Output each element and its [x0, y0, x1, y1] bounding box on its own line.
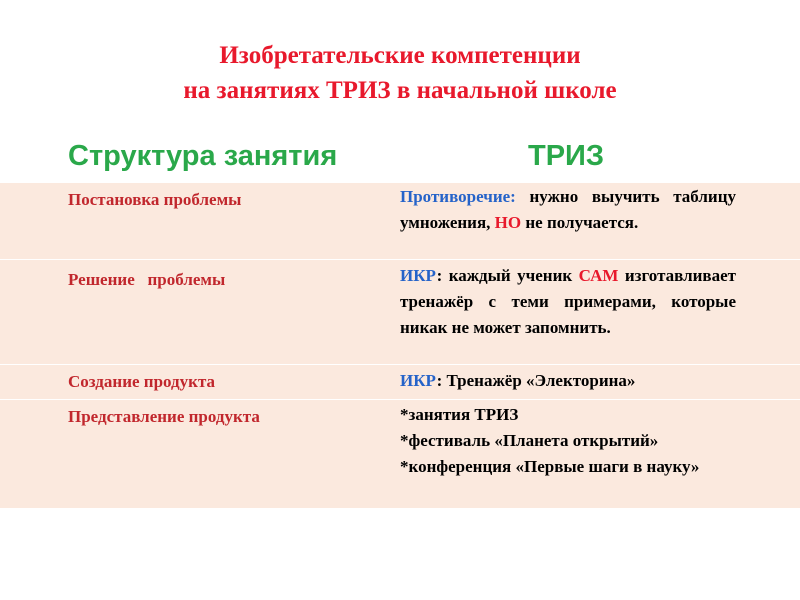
cell-label: ИКР [400, 371, 437, 390]
stage-problem-solution: Решение проблемы [68, 270, 226, 289]
cell-text: : каждый ученик [436, 266, 579, 285]
cell-highlight: НО [494, 213, 522, 232]
triz-cell-presentation [400, 402, 720, 480]
cell-text: изготавливает тренажёр с теми примерами, которые никак не может запомнить. [400, 266, 736, 337]
triz-cell-product [400, 368, 736, 394]
stage-product-creation: Создание продукта [68, 372, 215, 391]
column-header-triz: ТРИЗ [528, 140, 605, 172]
column-header-structure: Структура занятия [68, 140, 338, 172]
triz-cell-ideal-result [400, 263, 736, 341]
stage-product-presentation: Представление продукта [68, 407, 260, 426]
cell-label: ИКР [400, 266, 437, 285]
presentation-item: *конференция «Первые шаги в науку» [400, 457, 700, 476]
cell-text: : Тренажёр «Электорина» [436, 371, 636, 390]
cell-label: Противоречие: [400, 187, 516, 206]
cell-text: не получается. [521, 213, 639, 232]
presentation-item: *занятия ТРИЗ [400, 405, 519, 424]
stage-problem-statement: Постановка проблемы [68, 190, 242, 209]
title-line-1: Изобретательские компетенции [219, 42, 581, 69]
title-line-2: на занятиях ТРИЗ в начальной школе [183, 77, 617, 104]
cell-highlight: САМ [578, 266, 619, 285]
presentation-item: *фестиваль «Планета открытий» [400, 431, 659, 450]
cell-text: нужно выучить таблицу умножения, [400, 187, 736, 232]
slide-title [0, 38, 800, 108]
triz-cell-contradiction [400, 184, 736, 236]
